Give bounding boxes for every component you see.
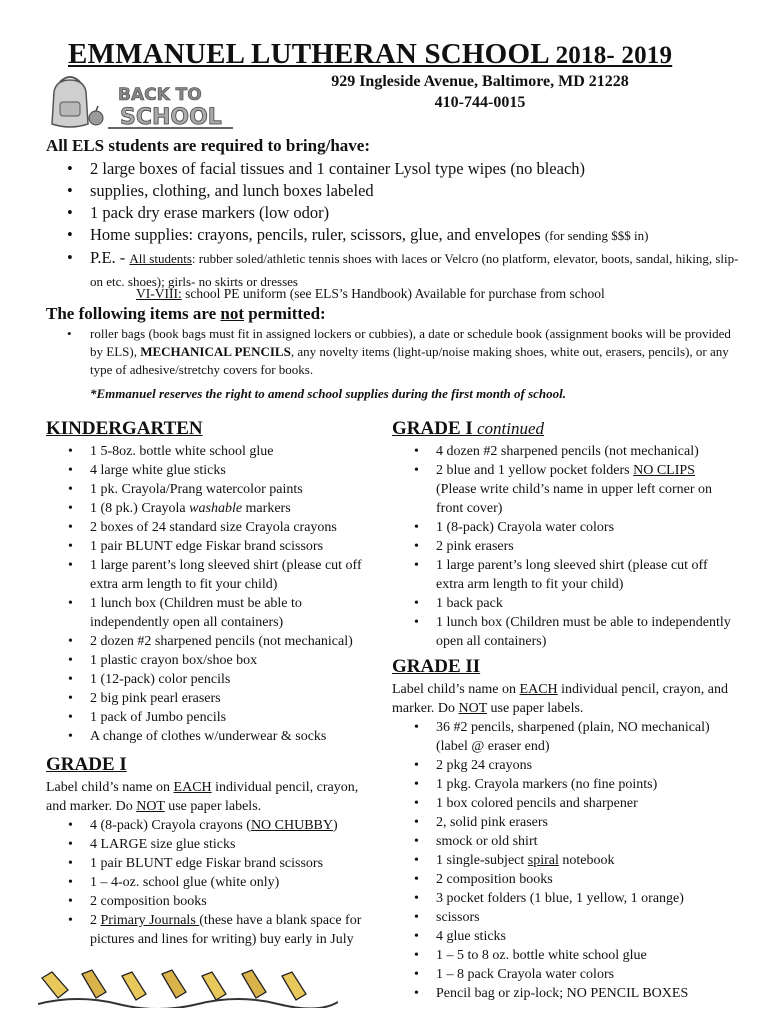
kindergarten-list <box>46 442 376 746</box>
list-item: • 1 (8-pack) Crayola water colors <box>392 518 732 537</box>
list-item: • 1 pair BLUNT edge Fiskar brand scissors <box>46 537 376 556</box>
list-item: • roller bags (book bags must fit in assigned lockers or cubbies), a date or schedule book (assignment books will be provided by ELS), MECHANICAL PENCILS, any novelty items (light-up/noise making shoes, white out, erasers, pencils), or any type of adhesive/stretchy covers for books. <box>64 325 744 379</box>
list-item: • Home supplies: crayons, pencils, ruler, scissors, glue, and envelopes (for sending $$$ in) <box>64 224 744 247</box>
list-item: • 1 5-8oz. bottle white school glue <box>46 442 376 461</box>
list-item: • 4 dozen #2 sharpened pencils (not mechanical) <box>392 442 732 461</box>
grade-2-list <box>392 718 732 1003</box>
kindergarten-section <box>46 416 376 746</box>
back-to-school-logo <box>48 72 243 132</box>
list-item: • 4 (8-pack) Crayola crayons (NO CHUBBY) <box>46 816 376 835</box>
required-list <box>64 158 744 293</box>
svg-text:SCHOOL: SCHOOL <box>120 105 222 130</box>
list-item: • 2 large boxes of facial tissues and 1 container Lysol type wipes (no bleach) <box>64 158 744 180</box>
pe-requirement: • P.E. - All students: rubber soled/athletic tennis shoes with laces or Velcro (no platform, elevator, boots, sandal, hiking, slip-on etc. shoes); girls- no skirts or dresses <box>64 247 744 293</box>
list-item: • 1 pkg. Crayola markers (no fine points) <box>392 775 732 794</box>
list-item: • 2 dozen #2 sharpened pencils (not mechanical) <box>46 632 376 651</box>
list-item: • 2 composition books <box>392 870 732 889</box>
list-item: • 2 pink erasers <box>392 537 732 556</box>
list-item: • 1 box colored pencils and sharpener <box>392 794 732 813</box>
list-item: • 1 pair BLUNT edge Fiskar brand scissors <box>46 854 376 873</box>
list-item: • 1 plastic crayon box/shoe box <box>46 651 376 670</box>
list-item: • 1 – 5 to 8 oz. bottle white school glue <box>392 946 732 965</box>
pencil-border-decoration <box>38 968 338 1008</box>
not-permitted-heading: The following items are not permitted: <box>46 304 326 323</box>
list-item: • 3 pocket folders (1 blue, 1 yellow, 1 orange) <box>392 889 732 908</box>
list-item: • 4 large white glue sticks <box>46 461 376 480</box>
list-item: • A change of clothes w/underwear & socks <box>46 727 376 746</box>
list-item: • 1 large parent’s long sleeved shirt (please cut off extra arm length to fit your child) <box>392 556 732 594</box>
list-item: • Pencil bag or zip-lock; NO PENCIL BOXES <box>392 984 732 1003</box>
pe-upper-grades: VI-VIII: school PE uniform (see ELS’s Handbook) Available for purchase from school <box>136 286 605 301</box>
list-item: • 36 #2 pencils, sharpened (plain, NO mechanical) (label @ eraser end) <box>392 718 732 756</box>
school-name: EMMANUEL LUTHERAN SCHOOL <box>68 38 549 70</box>
school-address-block <box>320 71 640 113</box>
list-item: • 1 – 8 pack Crayola water colors <box>392 965 732 984</box>
list-item: • 1 large parent’s long sleeved shirt (please cut off extra arm length to fit your child) <box>46 556 376 594</box>
list-item: • smock or old shirt <box>392 832 732 851</box>
not-permitted-list <box>64 325 744 379</box>
school-address: 929 Ingleside Avenue, Baltimore, MD 21228 <box>331 73 629 90</box>
list-item: • 1 lunch box (Children must be able to independently open all containers) <box>392 613 732 651</box>
grade-1-intro: Label child’s name on EACH individual pencil, crayon, and marker. Do NOT use paper labels. <box>46 780 359 814</box>
list-item: • 2 boxes of 24 standard size Crayola crayons <box>46 518 376 537</box>
list-item: • 1 (8 pk.) Crayola washable markers <box>46 499 376 518</box>
list-item: • 2 Primary Journals (these have a blank space for pictures and lines for writing) buy early in July <box>46 911 376 949</box>
grade-1-continued-section <box>392 416 732 651</box>
grade-2-section <box>392 654 732 1003</box>
school-title <box>68 38 672 71</box>
list-item: • 1 (12-pack) color pencils <box>46 670 376 689</box>
svg-text:BACK TO: BACK TO <box>118 85 202 105</box>
list-item: • 1 lunch box (Children must be able to independently open all containers) <box>46 594 376 632</box>
school-phone: 410-744-0015 <box>434 94 526 111</box>
grade-1-list <box>46 816 376 949</box>
list-item: • 1 back pack <box>392 594 732 613</box>
list-item: • 1 pk. Crayola/Prang watercolor paints <box>46 480 376 499</box>
required-heading: All ELS students are required to bring/have: <box>46 136 370 155</box>
list-item: • 2 blue and 1 yellow pocket folders NO CLIPS (Please write child’s name in upper left corner on front cover) <box>392 461 732 518</box>
grade-1-heading: GRADE I <box>46 754 127 775</box>
grade-1-continued-list <box>392 442 732 651</box>
list-item: • 4 LARGE size glue sticks <box>46 835 376 854</box>
list-item: • 2 big pink pearl erasers <box>46 689 376 708</box>
list-item: • 2 pkg 24 crayons <box>392 756 732 775</box>
list-item: • supplies, clothing, and lunch boxes labeled <box>64 180 744 202</box>
list-item: • 1 pack dry erase markers (low odor) <box>64 202 744 224</box>
list-item: • 2 composition books <box>46 892 376 911</box>
grade-2-intro: Label child’s name on EACH individual pencil, crayon, and marker. Do NOT use paper labels. <box>392 682 728 716</box>
school-year: 2018- 2019 <box>555 42 673 69</box>
list-item: • 1 – 4-oz. school glue (white only) <box>46 873 376 892</box>
list-item: • scissors <box>392 908 732 927</box>
grade-1-section <box>46 752 376 949</box>
list-item: • 2, solid pink erasers <box>392 813 732 832</box>
list-item: • 1 single-subject spiral notebook <box>392 851 732 870</box>
list-item: • 1 pack of Jumbo pencils <box>46 708 376 727</box>
kindergarten-heading: KINDERGARTEN <box>46 418 203 439</box>
grade-2-heading: GRADE II <box>392 656 481 677</box>
list-item: • 4 glue sticks <box>392 927 732 946</box>
amendment-notice: *Emmanuel reserves the right to amend school supplies during the first month of school. <box>90 386 567 401</box>
grade-1-continued-heading: GRADE I continued <box>392 418 545 439</box>
